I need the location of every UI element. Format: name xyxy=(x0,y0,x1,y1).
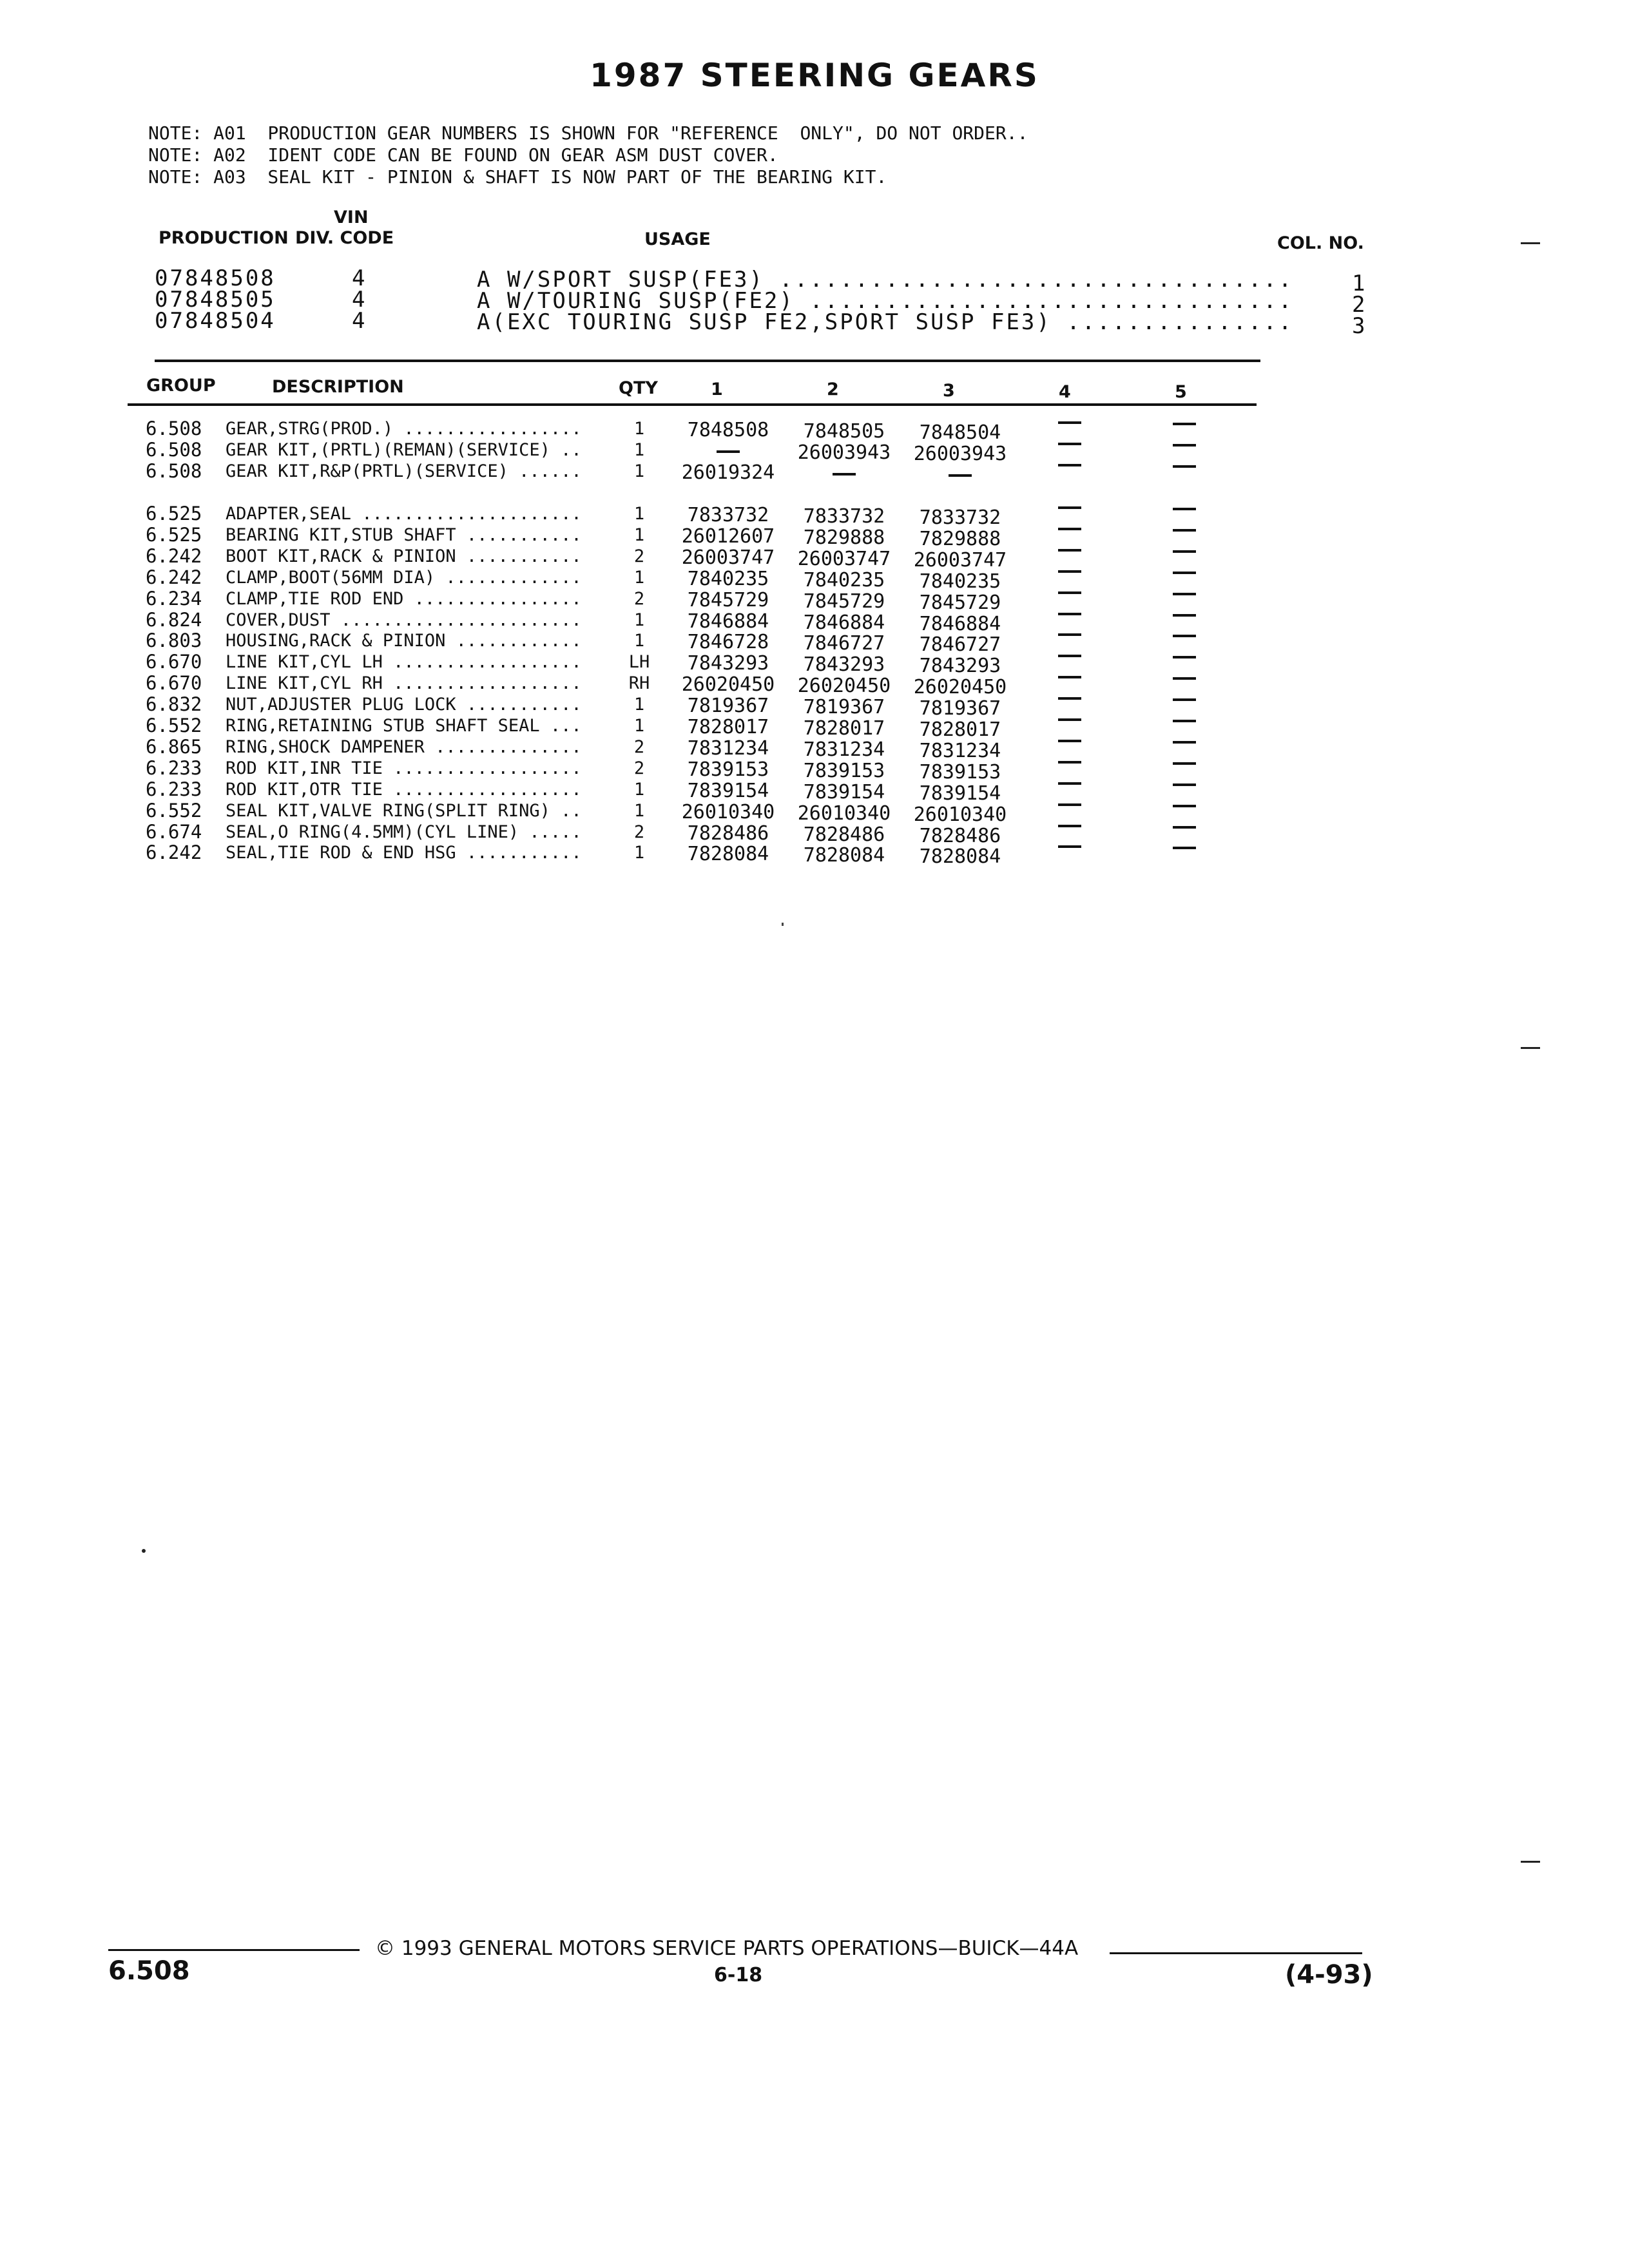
part-group-code: 6.552 xyxy=(146,799,202,822)
part-number-col-2: 7839153 xyxy=(803,759,885,782)
part-group-code: 6.824 xyxy=(146,608,202,631)
part-description: ROD KIT,OTR TIE .................. xyxy=(226,779,582,800)
part-number-col-3: 7828084 xyxy=(919,845,1001,869)
usage-production-number: 07848505 xyxy=(155,287,276,312)
part-number-col-3: 7829888 xyxy=(919,527,1001,550)
part-number-col-3: 7846727 xyxy=(919,633,1001,657)
part-group-code: 6.234 xyxy=(146,587,202,610)
part-number-col-1: 7848508 xyxy=(687,419,769,441)
not-applicable-dash xyxy=(1173,508,1196,510)
part-quantity: 1 xyxy=(633,631,645,651)
part-group-code: 6.525 xyxy=(146,503,202,524)
part-description: ADAPTER,SEAL ..................... xyxy=(226,504,582,524)
group-header: GROUP xyxy=(146,376,216,396)
part-group-code: 6.508 xyxy=(146,439,202,461)
scan-speck xyxy=(142,1549,146,1553)
part-quantity: 1 xyxy=(633,504,645,524)
part-number-col-1: 7845729 xyxy=(687,588,769,611)
not-applicable-dash xyxy=(1058,443,1081,445)
not-applicable-dash xyxy=(1058,803,1081,806)
margin-mark xyxy=(1521,1861,1540,1863)
usage-header: USAGE xyxy=(644,229,711,249)
part-quantity: LH xyxy=(628,652,650,673)
usage-division-code: 4 xyxy=(352,308,367,334)
part-number-col-2: 7840235 xyxy=(803,568,885,591)
usage-divider xyxy=(155,360,1260,362)
usage-column-number: 3 xyxy=(1352,313,1367,339)
not-applicable-dash xyxy=(1058,613,1081,615)
part-group-code: 6.674 xyxy=(146,820,202,843)
part-quantity: 1 xyxy=(633,800,645,821)
part-description: NUT,ADJUSTER PLUG LOCK ........... xyxy=(226,695,582,715)
not-applicable-dash xyxy=(1058,633,1081,636)
part-group-code: 6.242 xyxy=(146,544,202,567)
part-number-col-3: 26003943 xyxy=(913,443,1007,465)
part-number-col-1: 7831234 xyxy=(687,736,769,760)
usage-description: A(EXC TOURING SUSP FE2,SPORT SUSP FE3) ............... xyxy=(477,309,1294,335)
part-description: GEAR,STRG(PROD.) ................. xyxy=(226,419,582,439)
part-number-col-2: 7828084 xyxy=(803,844,885,867)
part-description: SEAL,O RING(4.5MM)(CYL LINE) ..... xyxy=(226,822,582,842)
usage-division-code: 4 xyxy=(352,265,367,291)
part-number-col-1: 7846728 xyxy=(687,631,769,654)
part-quantity: 1 xyxy=(633,419,645,439)
part-group-code: 6.525 xyxy=(146,523,202,546)
part-description: BEARING KIT,STUB SHAFT ........... xyxy=(226,524,582,545)
not-applicable-dash xyxy=(1058,591,1081,594)
footer-page-number: 6-18 xyxy=(714,1964,763,1986)
part-description: GEAR KIT,(PRTL)(REMAN)(SERVICE) .. xyxy=(226,440,582,460)
part-quantity: 1 xyxy=(633,440,645,460)
vin-header: VIN xyxy=(334,207,369,227)
page-title: 1987 STEERING GEARS xyxy=(590,57,1039,94)
part-number-col-1: 7839153 xyxy=(687,758,769,781)
part-quantity: 2 xyxy=(633,758,645,778)
part-number-col-3: 26003747 xyxy=(913,548,1007,572)
part-number-col-2: 26020450 xyxy=(797,675,891,698)
part-number-col-3: 7840235 xyxy=(919,570,1001,593)
usage-production-number: 07848508 xyxy=(155,265,276,291)
not-applicable-dash xyxy=(1058,528,1081,530)
part-group-code: 6.233 xyxy=(146,756,202,779)
part-number-col-2: 7845729 xyxy=(803,590,885,613)
part-quantity: 1 xyxy=(633,716,645,736)
part-description: CLAMP,BOOT(56MM DIA) ............. xyxy=(226,567,582,588)
part-group-code: 6.832 xyxy=(146,693,202,716)
part-number-col-3: 7845729 xyxy=(919,591,1001,614)
col-no-header: COL. NO. xyxy=(1277,233,1364,253)
part-number-col-3: 26010340 xyxy=(913,803,1007,826)
part-quantity: 2 xyxy=(633,588,645,609)
part-description: LINE KIT,CYL LH .................. xyxy=(226,652,582,673)
part-description: BOOT KIT,RACK & PINION ........... xyxy=(226,546,582,566)
part-number-col-1: 26019324 xyxy=(681,461,775,484)
part-number-col-3: 7848504 xyxy=(919,421,1001,444)
not-applicable-dash xyxy=(1173,741,1196,744)
part-number-col-2: 7848505 xyxy=(803,420,885,443)
footer-rule-right xyxy=(1110,1952,1362,1954)
not-applicable-dash xyxy=(1058,421,1081,424)
col-4-header: 4 xyxy=(1059,382,1071,402)
not-applicable-dash xyxy=(1173,444,1196,447)
usage-column-number: 1 xyxy=(1352,271,1367,296)
not-applicable-dash xyxy=(1173,762,1196,765)
part-number-col-2: 7833732 xyxy=(803,505,885,528)
part-number-col-2: 7819367 xyxy=(803,696,885,719)
part-quantity: 1 xyxy=(633,779,645,800)
part-number-col-2: 7846884 xyxy=(803,611,885,634)
not-applicable-dash xyxy=(1058,740,1081,742)
part-number-col-1: 7828084 xyxy=(687,843,769,866)
part-number-col-1: 7833732 xyxy=(687,504,769,526)
part-number-col-3: 7846884 xyxy=(919,612,1001,635)
part-number-col-1: 26010340 xyxy=(681,800,775,823)
not-applicable-dash xyxy=(833,473,856,476)
part-number-col-1: 7846884 xyxy=(687,610,769,633)
part-quantity: 1 xyxy=(633,843,645,863)
not-applicable-dash xyxy=(1058,570,1081,573)
part-quantity: 2 xyxy=(633,736,645,757)
col-3-header: 3 xyxy=(943,381,955,401)
part-quantity: 1 xyxy=(633,567,645,588)
part-description: GEAR KIT,R&P(PRTL)(SERVICE) ...... xyxy=(226,461,582,481)
part-quantity: 2 xyxy=(633,546,645,566)
part-number-col-2: 7843293 xyxy=(803,653,885,677)
footer-copyright: © 1993 GENERAL MOTORS SERVICE PARTS OPERATIONS—BUICK—44A xyxy=(375,1937,1079,1960)
part-number-col-3: 7828017 xyxy=(919,718,1001,741)
note-line: NOTE: A01 PRODUCTION GEAR NUMBERS IS SHOWN FOR "REFERENCE ONLY", DO NOT ORDER.. xyxy=(148,122,1028,144)
part-group-code: 6.508 xyxy=(146,460,202,482)
not-applicable-dash xyxy=(1173,465,1196,468)
footer-section: 6.508 xyxy=(108,1956,190,1986)
usage-division-code: 4 xyxy=(352,287,367,312)
not-applicable-dash xyxy=(1173,656,1196,658)
col-2-header: 2 xyxy=(827,380,839,399)
part-number-col-2: 7829888 xyxy=(803,526,885,549)
part-number-col-1: 26012607 xyxy=(681,524,775,548)
part-number-col-1: 7819367 xyxy=(687,695,769,718)
not-applicable-dash xyxy=(1058,549,1081,552)
not-applicable-dash xyxy=(1173,805,1196,807)
part-description: ROD KIT,INR TIE .................. xyxy=(226,758,582,778)
not-applicable-dash xyxy=(1173,783,1196,786)
part-quantity: 2 xyxy=(633,822,645,842)
not-applicable-dash xyxy=(1058,697,1081,700)
not-applicable-dash xyxy=(1173,635,1196,637)
part-description: SEAL KIT,VALVE RING(SPLIT RING) .. xyxy=(226,800,582,821)
part-number-col-1: 7828017 xyxy=(687,716,769,738)
not-applicable-dash xyxy=(1173,550,1196,553)
margin-mark xyxy=(1521,242,1540,244)
col-5-header: 5 xyxy=(1175,382,1187,402)
not-applicable-dash xyxy=(717,450,740,453)
part-number-col-2: 26010340 xyxy=(797,802,891,825)
part-number-col-3: 26020450 xyxy=(913,676,1007,699)
part-quantity: 1 xyxy=(633,610,645,630)
part-number-col-1: 26020450 xyxy=(681,673,775,697)
part-group-code: 6.865 xyxy=(146,735,202,758)
part-description: SEAL,TIE ROD & END HSG ........... xyxy=(226,843,582,863)
not-applicable-dash xyxy=(1173,572,1196,574)
not-applicable-dash xyxy=(1058,464,1081,466)
part-group-code: 6.233 xyxy=(146,778,202,800)
not-applicable-dash xyxy=(1173,847,1196,849)
part-group-code: 6.242 xyxy=(146,841,202,864)
not-applicable-dash xyxy=(1058,761,1081,764)
part-number-col-2: 7839154 xyxy=(803,780,885,803)
not-applicable-dash xyxy=(1173,677,1196,680)
part-number-col-3: 7819367 xyxy=(919,697,1001,720)
part-description: COVER,DUST ....................... xyxy=(226,610,582,630)
not-applicable-dash xyxy=(1058,655,1081,657)
part-description: CLAMP,TIE ROD END ................ xyxy=(226,588,582,609)
footer-date-code: (4-93) xyxy=(1285,1960,1373,1990)
part-quantity: 1 xyxy=(633,695,645,715)
part-description: LINE KIT,CYL RH .................. xyxy=(226,673,582,694)
part-group-code: 6.242 xyxy=(146,566,202,588)
production-header: PRODUCTION xyxy=(159,228,289,248)
description-header: DESCRIPTION xyxy=(272,377,404,397)
part-number-col-2: 7846727 xyxy=(803,632,885,655)
not-applicable-dash xyxy=(1173,529,1196,532)
not-applicable-dash xyxy=(1058,782,1081,785)
part-quantity: RH xyxy=(628,673,650,694)
not-applicable-dash xyxy=(1058,676,1081,678)
not-applicable-dash xyxy=(949,474,972,477)
part-number-col-3: 7843293 xyxy=(919,655,1001,678)
part-description: RING,RETAINING STUB SHAFT SEAL ... xyxy=(226,716,582,736)
not-applicable-dash xyxy=(1173,698,1196,701)
part-description: RING,SHOCK DAMPENER .............. xyxy=(226,736,582,757)
not-applicable-dash xyxy=(1058,506,1081,509)
not-applicable-dash xyxy=(1173,720,1196,722)
part-number-col-1: 7843293 xyxy=(687,652,769,675)
not-applicable-dash xyxy=(1173,423,1196,425)
usage-production-number: 07848504 xyxy=(155,308,276,334)
part-group-code: 6.508 xyxy=(146,418,202,439)
part-group-code: 6.670 xyxy=(146,651,202,673)
part-number-col-2: 7828017 xyxy=(803,717,885,740)
parts-header-divider xyxy=(128,403,1257,406)
div-code-header: DIV. CODE xyxy=(295,228,394,248)
part-number-col-3: 7831234 xyxy=(919,739,1001,762)
part-number-col-2: 7831234 xyxy=(803,738,885,761)
not-applicable-dash xyxy=(1058,825,1081,827)
part-group-code: 6.670 xyxy=(146,672,202,695)
part-number-col-2: 26003943 xyxy=(797,441,891,464)
not-applicable-dash xyxy=(1173,614,1196,617)
part-description: HOUSING,RACK & PINION ............ xyxy=(226,631,582,651)
part-number-col-1: 7839154 xyxy=(687,779,769,802)
note-line: NOTE: A02 IDENT CODE CAN BE FOUND ON GEAR ASM DUST COVER. xyxy=(148,144,778,166)
part-number-col-1: 7828486 xyxy=(687,822,769,845)
note-line: NOTE: A03 SEAL KIT - PINION & SHAFT IS NOW PART OF THE BEARING KIT. xyxy=(148,166,887,187)
col-1-header: 1 xyxy=(711,380,723,399)
qty-header: QTY xyxy=(619,378,658,398)
part-quantity: 1 xyxy=(633,524,645,545)
part-group-code: 6.552 xyxy=(146,715,202,736)
part-number-col-2: 26003747 xyxy=(797,547,891,570)
part-number-col-2: 7828486 xyxy=(803,823,885,846)
part-group-code: 6.803 xyxy=(146,629,202,652)
part-number-col-3: 7839153 xyxy=(919,760,1001,783)
usage-description: A W/SPORT SUSP(FE3) .................................. xyxy=(477,267,1294,293)
part-number-col-3: 7833732 xyxy=(919,506,1001,529)
part-number-col-3: 7828486 xyxy=(919,824,1001,847)
part-number-col-1: 7840235 xyxy=(687,567,769,590)
not-applicable-dash xyxy=(1058,718,1081,721)
part-number-col-1: 26003747 xyxy=(681,546,775,569)
not-applicable-dash xyxy=(1173,826,1196,829)
part-number-col-3: 7839154 xyxy=(919,782,1001,805)
margin-mark xyxy=(1521,1047,1540,1049)
scan-speck xyxy=(782,923,784,926)
usage-description: A W/TOURING SUSP(FE2) ................................ xyxy=(477,288,1294,314)
usage-column-number: 2 xyxy=(1352,292,1367,318)
footer-rule-left xyxy=(108,1949,360,1951)
part-quantity: 1 xyxy=(633,461,645,481)
not-applicable-dash xyxy=(1058,845,1081,848)
not-applicable-dash xyxy=(1173,593,1196,595)
